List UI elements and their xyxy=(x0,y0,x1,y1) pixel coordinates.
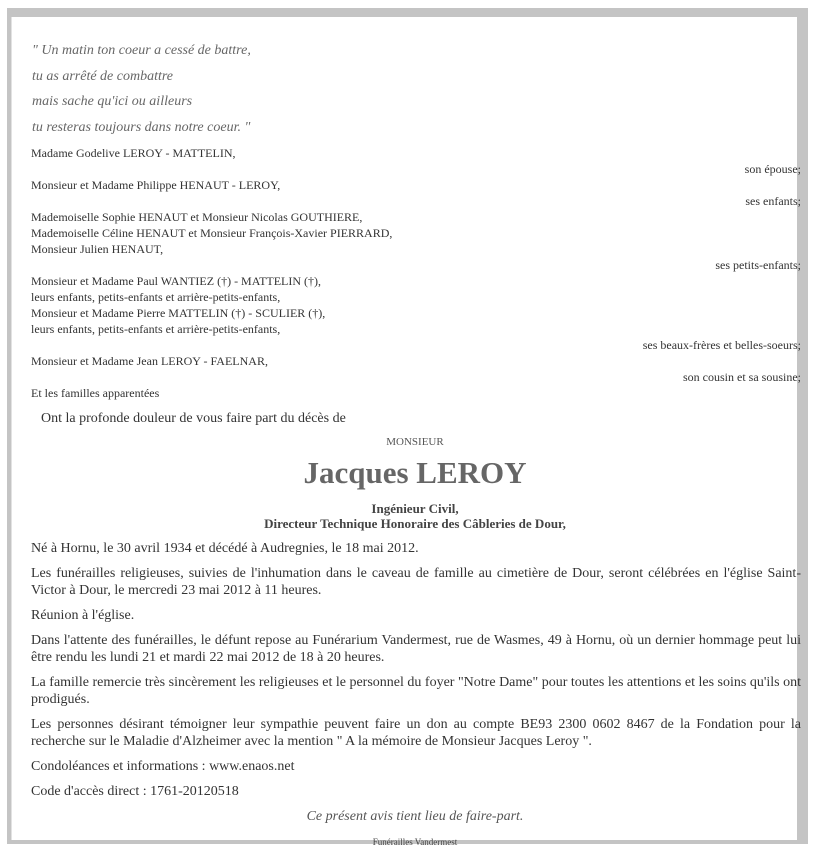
funeral-paragraph: Les funérailles religieuses, suivies de l'inhumation dans le caveau de famille au cimetière de Dour, seront célébrées en l'église Saint-Victor à Dour, le mercredi 23 mai 2012 à 11 heures. xyxy=(31,566,801,598)
thanks-paragraph: La famille remercie très sincèrement les religieuses et le personnel du foyer "Notre Dame" pour toutes les attentions et les soins qu'ils ont prodigués. xyxy=(31,675,801,707)
title-line: Ingénieur Civil, xyxy=(371,501,459,516)
family-member: Mademoiselle Céline HENAUT et Monsieur François-Xavier PIERRARD, xyxy=(31,226,393,240)
funeral-home-footer: Funérailles Vandermest xyxy=(372,837,458,847)
access-code-paragraph: Code d'accès direct : 1761-20120518 xyxy=(31,784,239,799)
poem xyxy=(32,41,251,143)
family-member: Monsieur et Madame Jean LEROY - FAELNAR, xyxy=(31,354,268,368)
family-member: Monsieur Julien HENAUT, xyxy=(31,242,164,256)
death-notice-page xyxy=(11,17,801,847)
family-list xyxy=(31,145,801,401)
family-member: Mademoiselle Sophie HENAUT et Monsieur Nicolas GOUTHIERE, xyxy=(31,210,363,224)
closing-note: Ce présent avis tient lieu de faire-part. xyxy=(306,809,524,824)
funerarium-paragraph: Dans l'attente des funérailles, le défunt repose au Funérarium Vandermest, rue de Wasmes, 49 à Hornu, où un dernier hommage peut lui être rendu les lundi 21 et mardi 22 mai 2012 de 18 à 20 heures. xyxy=(31,633,801,665)
family-member: Monsieur et Madame Paul WANTIEZ (†) - MATTELIN (†), xyxy=(31,274,322,288)
donation-paragraph: Les personnes désirant témoigner leur sympathie peuvent faire un don au compte BE93 2300 0602 8467 de la Fondation pour la recherche sur le Maladie d'Alzheimer avec la mention " A la mémoire de Monsieur Jacques Leroy ". xyxy=(31,717,801,749)
deceased-titles xyxy=(12,501,816,531)
poem-line: tu as arrêté de combattre xyxy=(32,68,174,84)
family-relation: ses petits-enfants; xyxy=(715,258,801,272)
notice-body xyxy=(31,540,801,808)
family-member: leurs enfants, petits-enfants et arrière-petits-enfants, xyxy=(31,322,281,336)
family-relation: ses beaux-frères et belles-soeurs; xyxy=(642,338,801,352)
meeting-paragraph: Réunion à l'église. xyxy=(31,608,135,623)
birth-death-paragraph: Né à Hornu, le 30 avril 1934 et décédé à Audregnies, le 18 mai 2012. xyxy=(31,541,419,556)
poem-line: mais sache qu'ici ou ailleurs xyxy=(32,94,193,109)
family-relation: son épouse; xyxy=(744,162,801,176)
family-member: Madame Godelive LEROY - MATTELIN, xyxy=(31,146,236,160)
family-member: Monsieur et Madame Philippe HENAUT - LEROY, xyxy=(31,178,281,192)
poem-line: tu resteras toujours dans notre coeur. " xyxy=(32,119,251,135)
civility: MONSIEUR xyxy=(386,436,444,448)
family-member: Monsieur et Madame Pierre MATTELIN (†) - SCULIER (†), xyxy=(31,306,326,320)
family-relation: ses enfants; xyxy=(745,194,801,208)
family-member: leurs enfants, petits-enfants et arrière-petits-enfants, xyxy=(31,290,281,304)
deceased-name: Jacques LEROY xyxy=(303,455,527,490)
family-relation: son cousin et sa sousine; xyxy=(683,370,801,384)
announcement-intro: Ont la profonde douleur de vous faire part du décès de xyxy=(41,411,346,426)
family-member: Et les familles apparentées xyxy=(31,386,160,400)
condolences-paragraph: Condoléances et informations : www.enaos.net xyxy=(31,759,295,774)
title-line: Directeur Technique Honoraire des Câbleries de Dour, xyxy=(264,516,566,531)
poem-line: " Un matin ton coeur a cessé de battre, xyxy=(32,43,251,58)
